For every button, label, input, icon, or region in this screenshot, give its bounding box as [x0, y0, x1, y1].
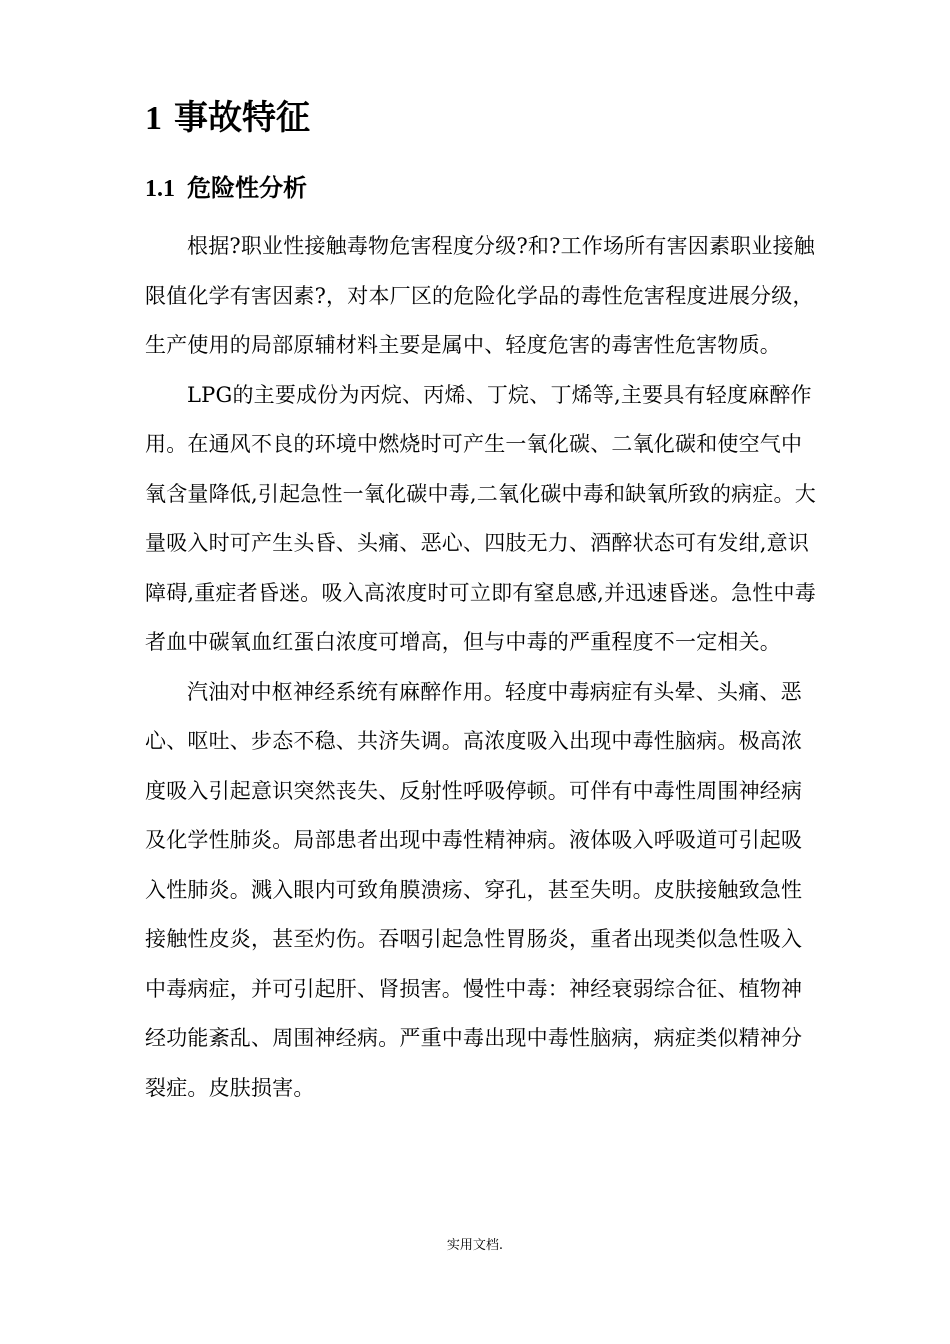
heading-2-number: 1.1	[145, 176, 175, 202]
paragraph-lpg: LPG的主要成份为丙烷、丙烯、丁烷、丁烯等,主要具有轻度麻醉作用。在通风不良的环境中燃烧时可产生一氧化碳、二氧化碳和使空气中氧含量降低,引起急性一氧化碳中毒,二氧化碳中毒和缺氧所致的病症。大量吸入时可产生头昏、头痛、恶心、四肢无力、酒醉状态可有发绀,意识障碍,重症者昏迷。吸入高浓度时可立即有窒息感,并迅速昏迷。急性中毒者血中碳氧血红蛋白浓度可增高，但与中毒的严重程度不一定相关。	[145, 382, 816, 654]
heading-2-text: 危险性分析	[187, 173, 307, 202]
heading-level-2	[145, 168, 307, 209]
paragraph-classification: 根据?职业性接触毒物危害程度分级?和?工作场所有害因素职业接触限值化学有害因素?，对本厂区的危险化学品的毒性危害程度进展分级，生产使用的局部原辅材料主要是属中、轻度危害的毒害性危害物质。	[145, 234, 815, 357]
heading-1-number: 1	[145, 100, 162, 137]
heading-level-1	[145, 92, 310, 145]
paragraph-gasoline: 汽油对中枢神经系统有麻醉作用。轻度中毒病症有头晕、头痛、恶心、呕吐、步态不稳、共济失调。高浓度吸入出现中毒性脑病。极高浓度吸入引起意识突然丧失、反射性呼吸停顿。可伴有中毒性周围神经病及化学性肺炎。局部患者出现中毒性精神病。液体吸入呼吸道可引起吸入性肺炎。溅入眼内可致角膜溃疡、穿孔，甚至失明。皮肤接触致急性接触性皮炎，甚至灼伤。吞咽引起急性胃肠炎，重者出现类似急性吸入中毒病症，并可引起肝、肾损害。慢性中毒：神经衰弱综合征、植物神经功能紊乱、周围神经病。严重中毒出现中毒性脑病，病症类似精神分裂症。皮肤损害。	[145, 679, 803, 1100]
page-footer: 实用文档.	[446, 1238, 504, 1253]
heading-1-text: 事故特征	[174, 98, 310, 138]
body-text	[145, 222, 817, 1113]
